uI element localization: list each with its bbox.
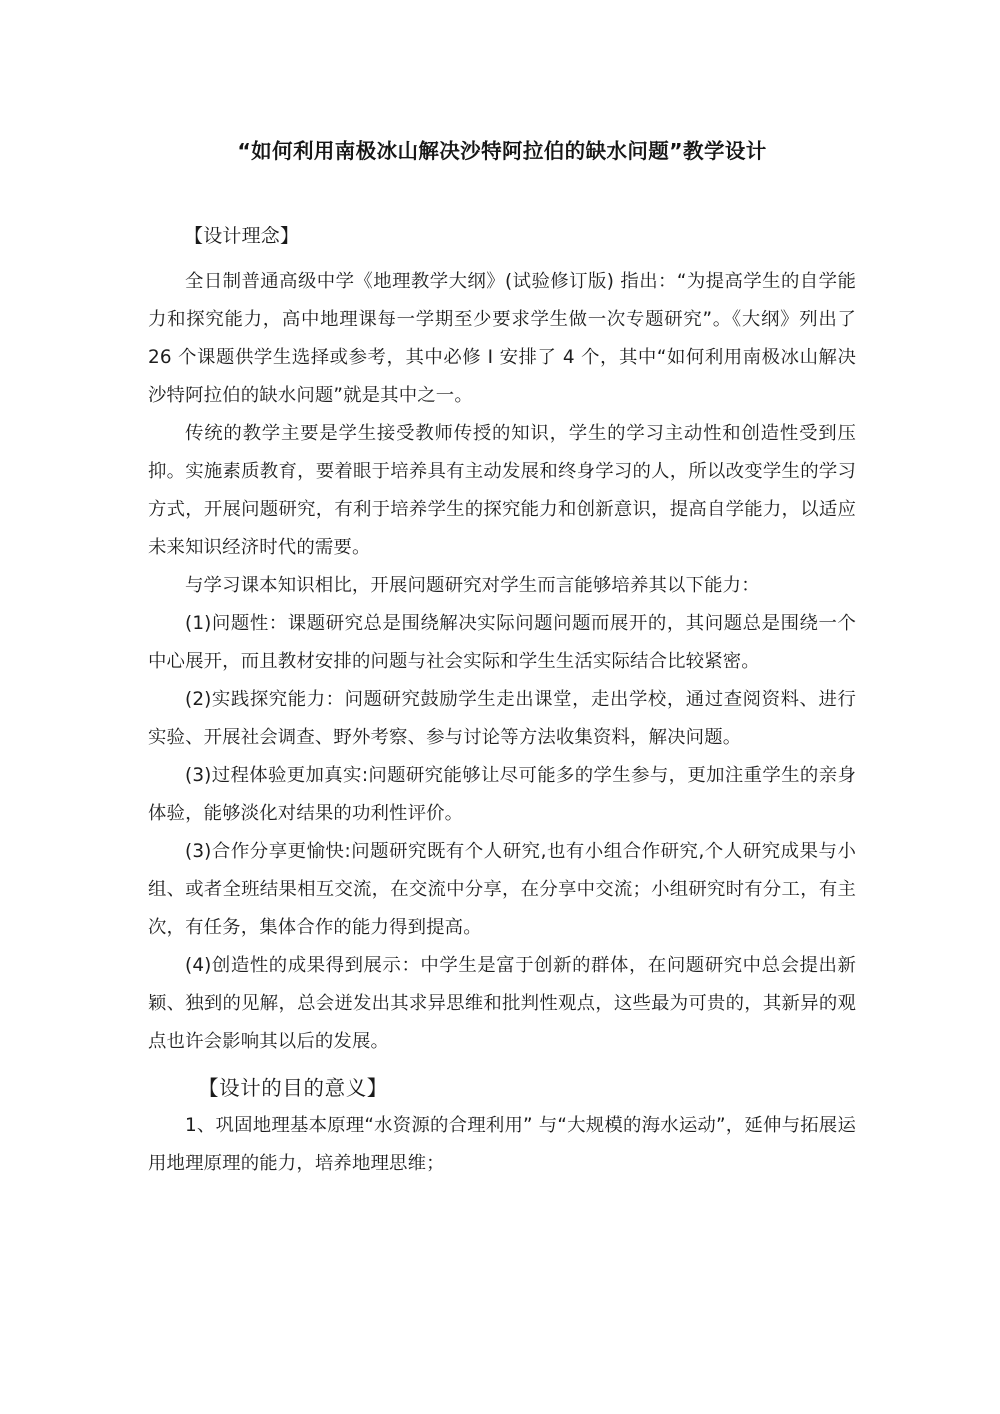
paragraph-ability-item-2: (2)实践探究能力：问题研究鼓励学生走出课堂，走出学校，通过查阅资料、进行实验、开展社会调查、野外考察、参与讨论等方法收集资料，解决问题。	[148, 688, 856, 748]
paragraph-traditional-teaching: 传统的教学主要是学生接受教师传授的知识，学生的学习主动性和创造性受到压抑。实施素质教育，要着眼于培养具有主动发展和终身学习的人，所以改变学生的学习方式，开展问题研究，有利于培养学生的探究能力和创新意识，提高自学能力，以适应未来知识经济时代的需要。	[148, 422, 856, 558]
document-content	[148, 0, 856, 1183]
paragraph-ability-item-1: (1)问题性：课题研究总是围绕解决实际问题问题而展开的，其问题总是围绕一个中心展开，而且教材安排的问题与社会实际和学生生活实际结合比较紧密。	[148, 612, 856, 672]
section-heading-design-purpose: 【设计的目的意义】	[198, 1075, 388, 1100]
paragraph-ability-item-4: (4)创造性的成果得到展示：中学生是富于创新的群体，在问题研究中总会提出新颖、独到的见解，总会迸发出其求异思维和批判性观点，这些最为可贵的，其新异的观点也许会影响其以后的发展。	[148, 954, 856, 1052]
paragraph-syllabus-citation: 全日制普通高级中学《地理教学大纲》(试验修订版) 指出：“为提高学生的自学能力和探究能力，高中地理课每一学期至少要求学生做一次专题研究”。《大纲》列出了 26 个课题供学生选择或参考，其中必修 I 安排了 4 个，其中“如何利用南极冰山解决沙特阿拉伯的缺水问题”就是其中之一。	[148, 270, 856, 406]
paragraph-purpose-item-1: 1、巩固地理基本原理“水资源的合理利用” 与“大规模的海水运动”，延伸与拓展运用地理原理的能力，培养地理思维；	[148, 1114, 856, 1174]
paragraph-ability-item-3a: (3)过程体验更加真实:问题研究能够让尽可能多的学生参与，更加注重学生的亲身体验，能够淡化对结果的功利性评价。	[148, 764, 856, 824]
page-title: “如何利用南极冰山解决沙特阿拉伯的缺水问题”教学设计	[237, 139, 767, 163]
section-heading-design-ideology: 【设计理念】	[184, 224, 300, 247]
paragraph-ability-item-3b: (3)合作分享更愉快:问题研究既有个人研究,也有小组合作研究,个人研究成果与小组、或者全班结果相互交流，在交流中分享，在分享中交流；小组研究时有分工，有主次，有任务，集体合作的能力得到提高。	[148, 840, 856, 938]
paragraph-abilities-intro: 与学习课本知识相比，开展问题研究对学生而言能够培养其以下能力：	[185, 574, 760, 596]
